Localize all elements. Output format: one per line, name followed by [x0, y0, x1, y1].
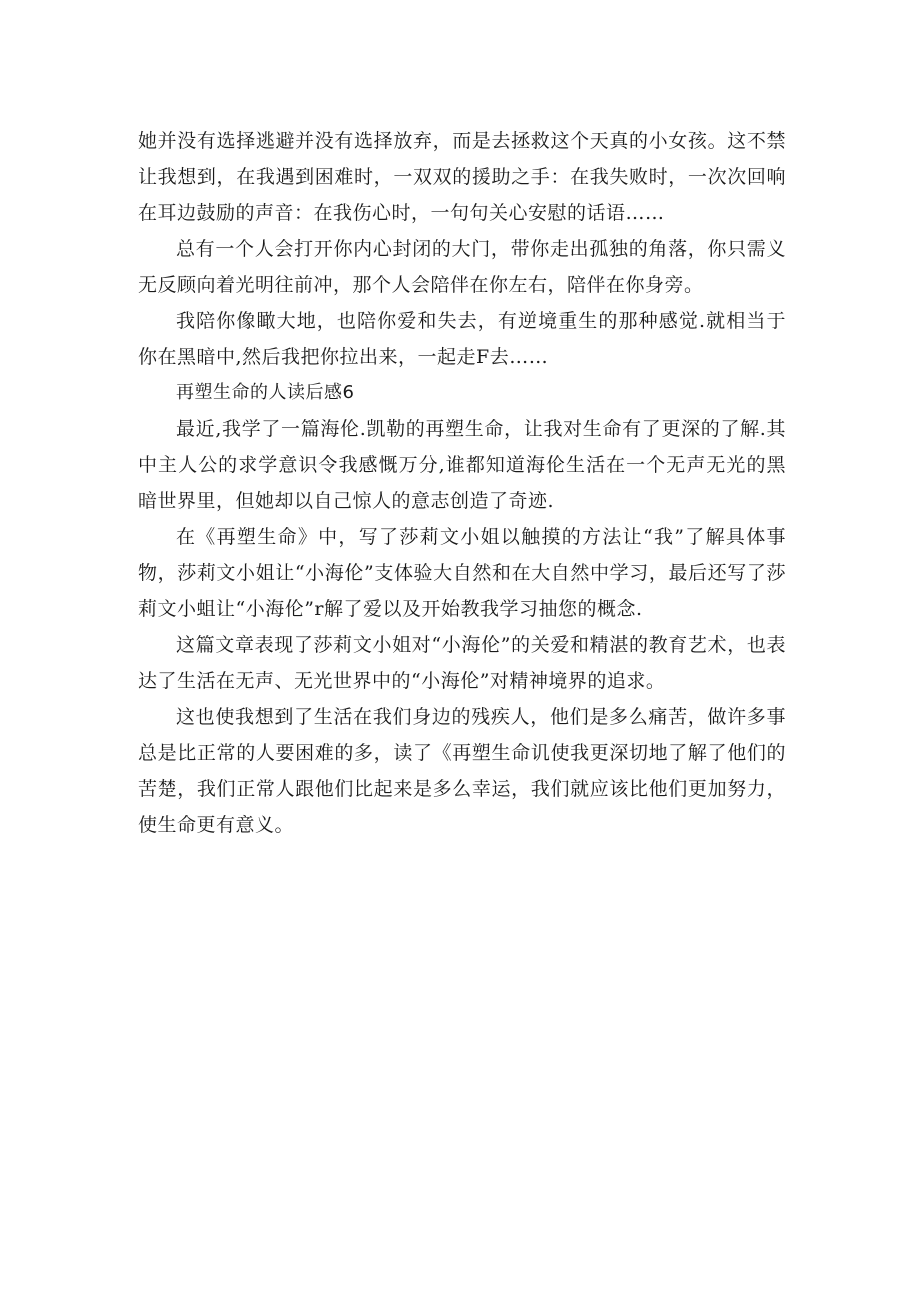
- section-heading: 再塑生命的人读后感6: [176, 382, 355, 403]
- paragraph: 这篇文章表现了莎莉文小姐对“小海伦”的关爱和精湛的教育艺术，也表达了生活在无声、无光世界中的“小海伦”对精神境界的追求。: [138, 634, 786, 692]
- document-body: [138, 123, 786, 843]
- paragraph: 最近,我学了一篇海伦.凯勒的再塑生命，让我对生命有了更深的了解.其中主人公的求学意识令我感慨万分,谁都知道海伦生活在一个无声无光的黑暗世界里，但她却以自己惊人的意志创造了奇迹.: [138, 418, 786, 512]
- paragraph: 这也使我想到了生活在我们身边的残疾人，他们是多么痛苦，做许多事总是比正常的人要困难的多，读了《再塑生命讥使我更深切地了解了他们的苦楚，我们正常人跟他们比起来是多么幸运，我们就应该比他们更加努力，使生命更有意义。: [138, 706, 786, 836]
- paragraph: 我陪你像瞰大地，也陪你爱和失去，有逆境重生的那种感觉.就相当于你在黑暗中,然后我把你拉出来，一起走F去……: [138, 310, 786, 368]
- paragraph-continuation: 她并没有选择逃避并没有选择放弃，而是去拯救这个天真的小女孩。这不禁让我想到，在我遇到困难时，一双双的援助之手：在我失败时，一次次回响在耳边鼓励的声音：在我伤心时，一句句关心安慰的话语……: [138, 130, 786, 224]
- paragraph: 总有一个人会打开你内心封闭的大门，带你走出孤独的角落，你只需义无反顾向着光明往前冲，那个人会陪伴在你左右，陪伴在你身旁。: [138, 238, 786, 296]
- paragraph: 在《再塑生命》中，写了莎莉文小姐以触摸的方法让“我”了解具体事物，莎莉文小姐让“小海伦”支体验大自然和在大自然中学习，最后还写了莎莉文小蛆让“小海伦”r解了爱以及开始教我学习抽您的概念.: [138, 526, 786, 620]
